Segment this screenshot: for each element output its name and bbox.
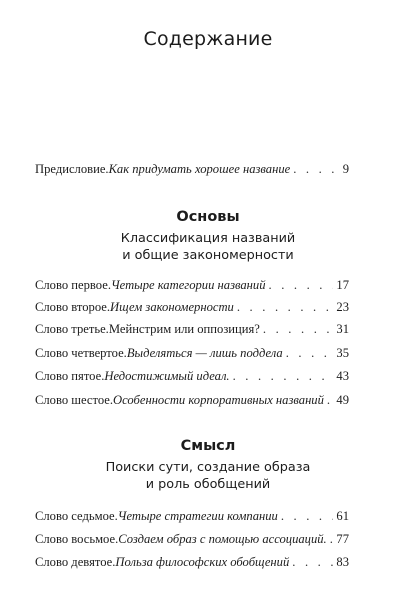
- section-heading: Основы: [176, 209, 240, 225]
- dot-leader: [237, 299, 334, 315]
- section-heading: Смысл: [180, 438, 236, 454]
- entry-label: Слово седьмое.: [35, 509, 118, 523]
- dot-leader: [327, 392, 334, 408]
- entry-title: Выделяться — лишь поддела: [126, 346, 283, 360]
- entry-label: Слово восьмое.: [35, 532, 119, 546]
- entry-page-number: 35: [336, 346, 349, 360]
- entry-page-number: 77: [336, 532, 349, 546]
- entry-page-number: 43: [336, 369, 349, 383]
- entry-page-number: 23: [336, 300, 349, 314]
- entry-page-number: 61: [336, 509, 349, 523]
- entry-label: Слово второе.: [35, 300, 111, 314]
- entry-title: Недостижимый идеал.: [104, 369, 230, 383]
- entry-label: Слово пятое.: [35, 369, 105, 383]
- entry-page-number: 17: [336, 278, 349, 292]
- dot-leader: [263, 321, 334, 337]
- entry-label: Предисловие.: [35, 162, 109, 176]
- entry-title: Четыре категории названий: [110, 278, 266, 292]
- entry-title: Особенности корпоративных названий: [113, 393, 324, 407]
- entry-label: Слово первое.: [35, 278, 111, 292]
- toc-entry[interactable]: [35, 554, 349, 570]
- dot-leader: [293, 161, 334, 177]
- section-subtitle-line1: Классификация названий: [120, 231, 296, 246]
- entry-page-number: 9: [342, 162, 349, 176]
- dot-leader: [281, 508, 334, 524]
- toc-entry[interactable]: [35, 508, 349, 524]
- toc-entry-preface[interactable]: [35, 161, 349, 177]
- dot-leader: [233, 368, 334, 384]
- entry-title: Создаем образ с помощью ассоциаций.: [118, 532, 327, 546]
- entry-label: Слово четвертое.: [35, 346, 127, 360]
- entry-title: Ищем закономерности: [110, 300, 234, 314]
- section-subtitle-line2: и роль обобщений: [145, 477, 271, 492]
- entry-label: Слово девятое.: [35, 555, 116, 569]
- dot-leader: [269, 277, 334, 293]
- toc-entry[interactable]: [35, 345, 349, 361]
- entry-label: Слово шестое.: [35, 393, 114, 407]
- toc-entry[interactable]: [35, 368, 349, 384]
- dot-leader: [292, 554, 333, 570]
- toc-entry[interactable]: [35, 531, 349, 547]
- toc-entry[interactable]: [35, 392, 349, 408]
- dot-leader: [330, 531, 334, 547]
- entry-title: Четыре стратегии компании: [117, 509, 278, 523]
- entry-title: Мейнстрим или оппозиция?: [108, 322, 260, 336]
- entry-label: Слово третье.: [35, 322, 109, 336]
- toc-entry[interactable]: [35, 299, 349, 315]
- dot-leader: [286, 345, 334, 361]
- section-subtitle-line2: и общие закономерности: [122, 248, 294, 263]
- page-title: Содержание: [143, 28, 273, 50]
- entry-page-number: 83: [336, 555, 349, 569]
- entry-page-number: 49: [336, 393, 349, 407]
- toc-entry[interactable]: [35, 321, 349, 337]
- entry-title: Польза философских обобщений: [115, 555, 290, 569]
- section-subtitle-line1: Поиски сути, создание образа: [105, 460, 311, 475]
- entry-title: Как придумать хорошее название: [108, 162, 291, 176]
- toc-entry[interactable]: [35, 277, 349, 293]
- entry-page-number: 31: [336, 322, 349, 336]
